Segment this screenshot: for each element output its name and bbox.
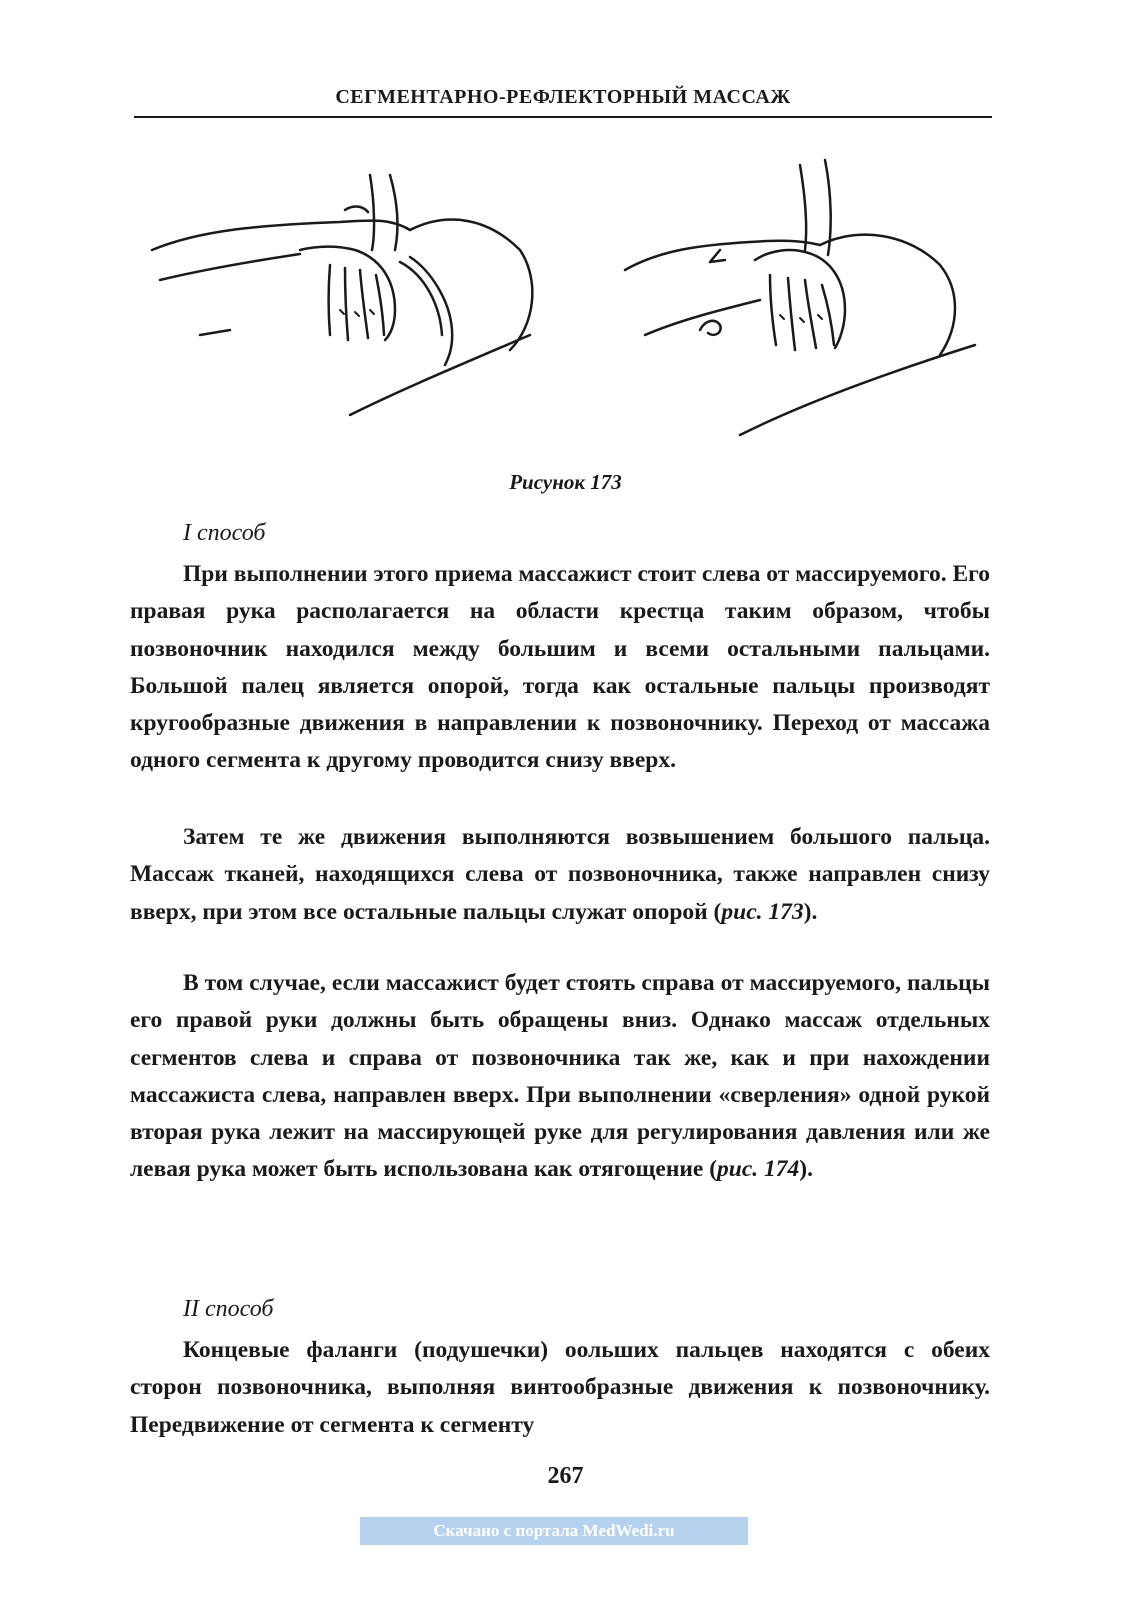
paragraph-3-end: ).: [799, 1156, 813, 1183]
figure-caption: Рисунок 173: [509, 470, 622, 494]
figure-reference-173: рис. 173: [721, 898, 804, 925]
paragraph-1: При выполнении этого приема массажист стоит слева от массируемого. Его правая рука располагается на области крестца таким образом, чтобы позвоночник находился между большим и всеми остальными пальцами. Большой палец является опорой, тогда как остальные пальцы производят кругообразные движения в направлении к позвоночнику. Переход от массажа одного сегмента к другому проводится снизу вверх.: [130, 561, 990, 774]
figure-left-hand-on-sacrum: [152, 175, 532, 415]
paragraph-4: Концевые фаланги (подушечки) оольших пальцев находятся с обеих сторон позвоночника, выполняя винтообразные движения к позвоночнику. Передвижение от сегмента к сегменту: [130, 1337, 990, 1438]
paragraph-2-text: Затем те же движения выполняются возвышением большого пальца. Массаж тканей, находящихся слева от позвоночника, также направлен снизу вверх, при этом все остальные пальцы служат опорой (: [130, 824, 990, 925]
figure-right-hand-on-spine: [625, 160, 975, 435]
section-heading-method-1: I способ: [183, 520, 266, 546]
paragraph-3-text: В том случае, если массажист будет стоять справа от массируемого, пальцы его правой руки должны быть обращены вниз. Однако массаж отдельных сегментов слева и справа от позвоночника так же, как и при нахождении массажиста слева, направлен вверх. При выполнении «сверления» одной рукой вторая рука лежит на массирующей руке для регулирования давления или же левая рука может быть использована как отягощение (: [130, 970, 990, 1183]
header-rule: [134, 116, 992, 118]
paragraph-2-end: ).: [803, 898, 818, 925]
page-number: 267: [547, 1463, 584, 1489]
figure-reference-174: рис. 174: [717, 1156, 800, 1183]
paragraph-3: [130, 965, 990, 1189]
running-header: СЕГМЕНТАРНО-РЕФЛЕКТОРНЫЙ МАССАЖ: [335, 86, 791, 108]
watermark-banner: Скачано с портала MedWedi.ru: [360, 1517, 748, 1545]
section-heading-method-2: II способ: [183, 1296, 274, 1322]
figure-173-illustration: [140, 150, 990, 450]
paragraph-2: [130, 819, 990, 931]
